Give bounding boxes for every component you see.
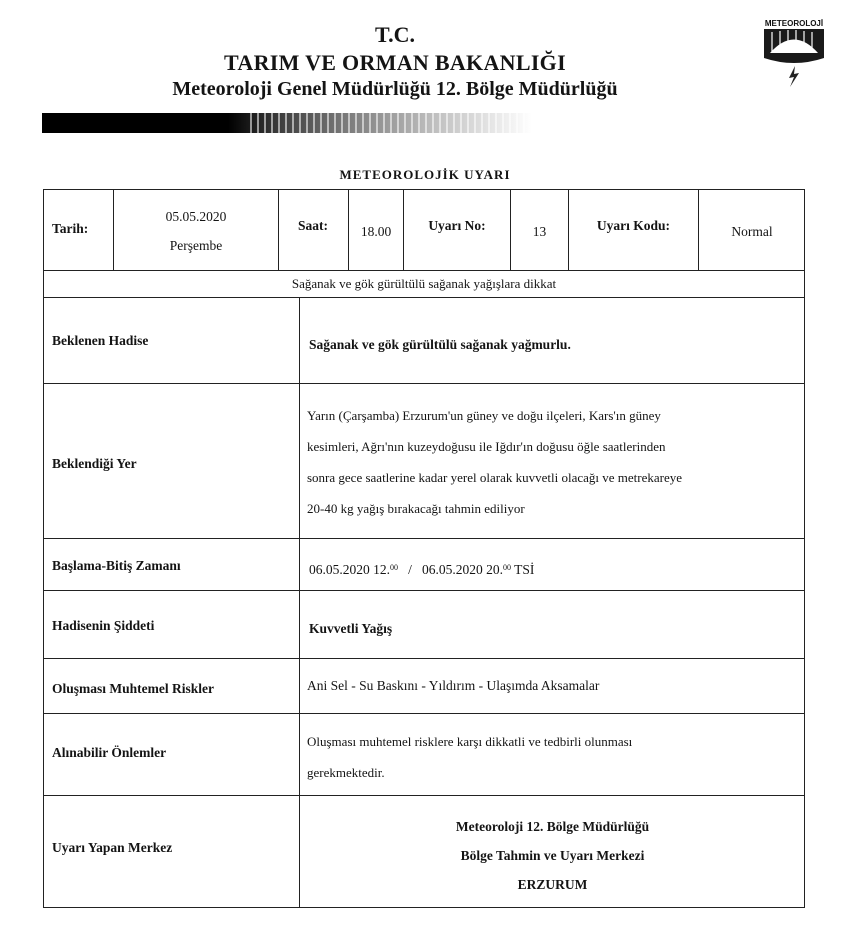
- start-end-value: [309, 556, 534, 584]
- end-time: 06.05.2020 20.: [422, 562, 504, 577]
- severity-label: Hadisenin Şiddeti: [52, 618, 155, 633]
- header-ministry: TARIM VE ORMAN BAKANLIĞI: [224, 50, 566, 75]
- expected-location-line-3: sonra gece saatlerine kadar yerel olarak kuvvetli olacağı ve metrekareye: [307, 470, 682, 485]
- time-label: Saat:: [298, 218, 328, 233]
- date-value: 05.05.2020: [165, 209, 227, 224]
- warning-code-value: Normal: [731, 224, 773, 239]
- header-directorate: Meteoroloji Genel Müdürlüğü 12. Bölge Müdürlüğü: [172, 78, 618, 100]
- warning-no-label: Uyarı No:: [428, 218, 486, 233]
- issuing-center-label: Uyarı Yapan Merkez: [52, 840, 173, 855]
- expected-location-label: Beklendiği Yer: [52, 456, 137, 471]
- precautions-label: Alınabilir Önlemler: [52, 745, 167, 760]
- expected-event-value: Sağanak ve gök gürültülü sağanak yağmurlu.: [309, 337, 571, 352]
- date-label: Tarih:: [52, 221, 89, 236]
- issuing-center-line-1: Meteoroloji 12. Bölge Müdürlüğü: [455, 819, 650, 834]
- header-band-texture: [250, 113, 530, 133]
- meteorology-logo-icon: [762, 16, 826, 88]
- risks-label: Oluşması Muhtemel Riskler: [52, 681, 214, 696]
- issuing-center-line-3: ERZURUM: [517, 877, 588, 892]
- expected-location-line-4: 20-40 kg yağış bırakacağı tahmin ediliyor: [307, 501, 525, 516]
- logo-text: METEOROLOJİ: [764, 19, 824, 28]
- precautions-line-2: gerekmektedir.: [307, 765, 385, 780]
- start-end-label: Başlama-Bitiş Zamanı: [52, 558, 181, 573]
- expected-event-label: Beklenen Hadise: [52, 333, 149, 348]
- severity-value: Kuvvetli Yağış: [309, 621, 393, 636]
- start-time-minutes: 00: [390, 563, 398, 572]
- precautions-line-1: Oluşması muhtemel risklere karşı dikkatli ve tedbirli olunması: [307, 734, 633, 749]
- time-separator: /: [408, 562, 412, 577]
- warning-code-label: Uyarı Kodu:: [596, 218, 671, 233]
- header-tc: T.C.: [375, 22, 415, 47]
- headline: Sağanak ve gök gürültülü sağanak yağışlara dikkat: [291, 276, 557, 291]
- expected-location-line-2: kesimleri, Ağrı'nın kuzeydoğusu ile Iğdır'ın doğusu öğle saatlerinden: [307, 439, 666, 454]
- day-value: Perşembe: [169, 238, 223, 253]
- issuing-center-line-2: Bölge Tahmin ve Uyarı Merkezi: [460, 848, 645, 863]
- end-time-minutes: 00: [503, 563, 512, 572]
- warning-no-value: 13: [532, 224, 547, 239]
- expected-location-line-1: Yarın (Çarşamba) Erzurum'un güney ve doğu ilçeleri, Kars'ın güney: [307, 408, 661, 423]
- risks-value: Ani Sel - Su Baskını - Yıldırım - Ulaşımda Aksamalar: [307, 678, 600, 693]
- time-value: 18.00: [360, 224, 392, 239]
- document-title: METEOROLOJİK UYARI: [339, 167, 511, 182]
- timezone: TSİ: [514, 562, 535, 577]
- start-time: 06.05.2020 12.: [309, 562, 390, 577]
